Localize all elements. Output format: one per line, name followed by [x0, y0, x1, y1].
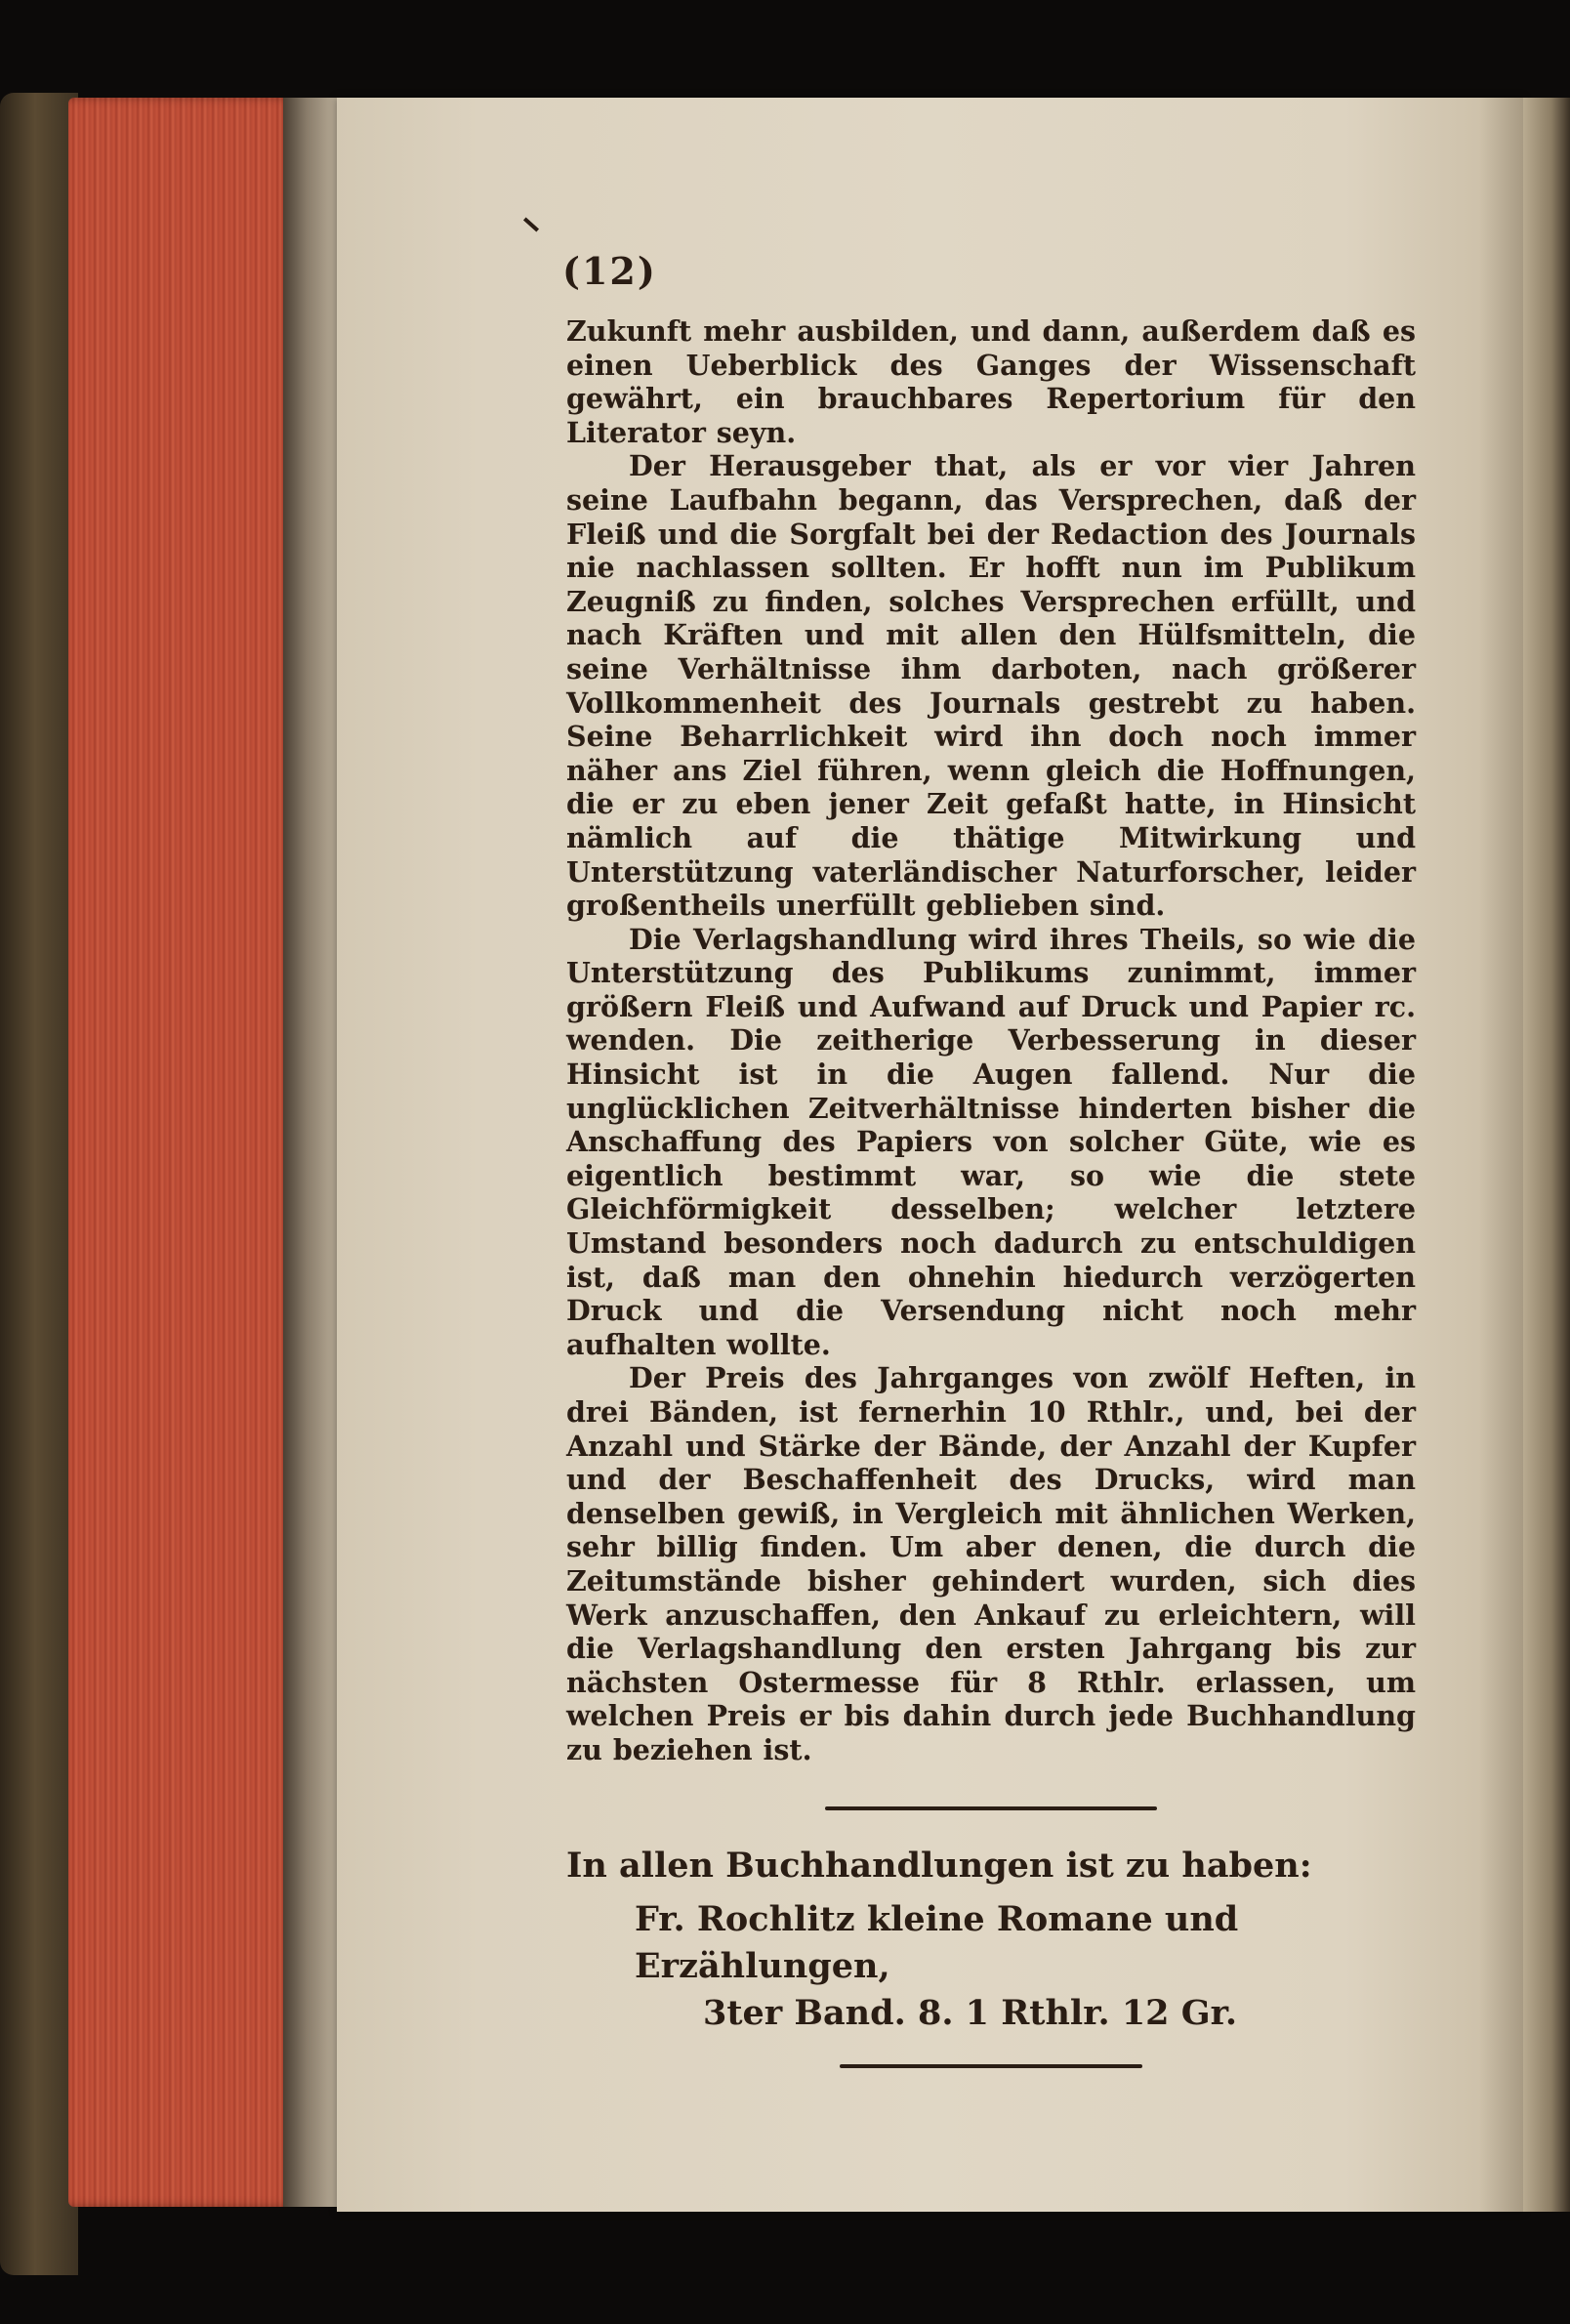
end-rule	[840, 2064, 1142, 2068]
paragraph-2: Der Herausgeber that, als er vor vier Jahren seine Laufbahn begann, das Versprechen, daß der Fleiß und die Sorgfalt bei der Redaction des Journals nie nachlassen sollten. Er hofft nun im Publikum Zeugniß zu finden, solches Versprechen erfüllt, und nach Kräften und mit allen den Hülfsmitteln, die seine Verhältnisse ihm darboten, nach größerer Vollkommenheit des Journals gestrebt zu haben. Seine Beharrlichkeit wird ihn doch noch immer näher ans Ziel führen, wenn gleich die Hoffnungen, die er zu eben jener Zeit gefaßt hatte, in Hinsicht nämlich auf die thätige Mitwirkung und Unterstützung vaterländischer Naturforscher, leider großentheils unerfüllt geblieben sind.	[566, 449, 1416, 923]
paragraph-3: Die Verlagshandlung wird ihres Theils, so wie die Unterstützung des Publikums zunimmt, immer größern Fleiß und Aufwand auf Druck und Papier rc. wenden. Die zeitherige Verbesserung in dieser Hinsicht ist in die Augen fallend. Nur die unglücklichen Zeitverhältnisse hinderten bisher die Anschaffung des Papiers von solcher Güte, wie es eigentlich bestimmt war, so wie die stete Gleichförmigkeit desselben; welcher letztere Umstand besonders noch dadurch zu entschuldigen ist, daß man den ohnehin hiedurch verzögerten Druck und die Versendung nicht noch mehr aufhalten wollte.	[566, 922, 1416, 1361]
divider-rule	[825, 1806, 1157, 1810]
advert-heading: In allen Buchhandlungen ist zu haben:	[566, 1845, 1312, 1886]
paragraph-1: Zukunft mehr ausbilden, und dann, außerdem daß es einen Ueberblick des Ganges der Wissenschaft gewährt, ein brauchbares Repertorium für den Literator seyn.	[566, 314, 1416, 449]
advert-title: Fr. Rochlitz kleine Romane und Erzählungen,	[635, 1898, 1239, 1986]
page-number: (12)	[562, 249, 657, 293]
facing-page-edge	[1523, 98, 1570, 2212]
red-page-edges	[68, 98, 293, 2207]
advert-price: 3ter Band. 8. 1 Rthlr. 12 Gr.	[703, 1992, 1238, 2033]
page-text	[562, 249, 1416, 2068]
book-cover	[0, 93, 78, 2275]
paragraph-4: Der Preis des Jahrganges von zwölf Heften, in drei Bänden, ist fernerhin 10 Rthlr., und, bei der Anzahl und Stärke der Bände, der Anzahl der Kupfer und der Beschaffenheit des Drucks, wird man denselben gewiß, in Vergleich mit ähnlichen Werken, sehr billig finden. Um aber denen, die durch die Zeitumstände bisher gehindert wurden, sich dies Werk anzuschaffen, den Ankauf zu erleichtern, will die Verlagshandlung den ersten Jahrgang bis zur nächsten Ostermesse für 8 Rthlr. erlassen, um welchen Preis er bis dahin durch jede Buchhandlung zu beziehen ist.	[566, 1361, 1416, 1766]
